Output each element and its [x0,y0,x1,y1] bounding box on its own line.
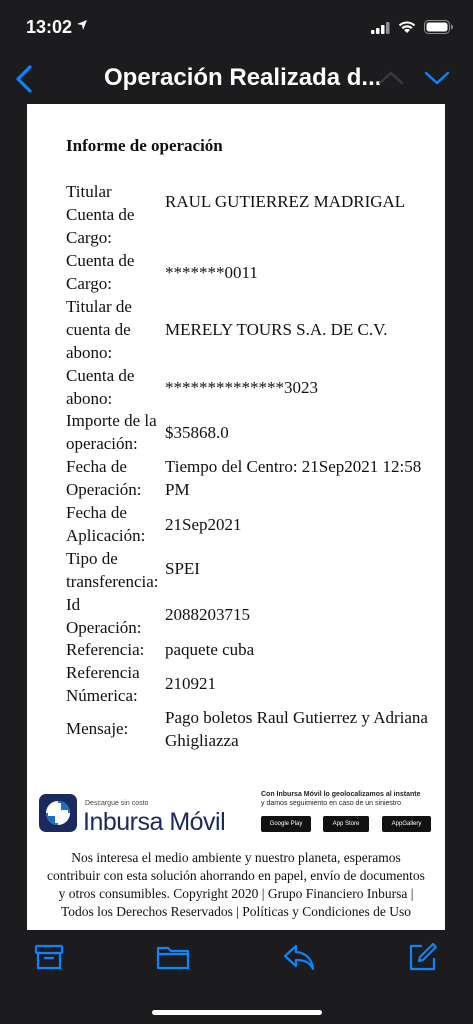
field-value: MERELY TOURS S.A. DE C.V. [165,320,388,339]
reply-icon[interactable] [282,942,316,972]
message-subject-title: Operación Realizada d... [104,64,382,91]
promo-geolocation-text [261,790,445,808]
field-row-fecha-operacion [66,455,436,501]
field-label: Fecha de Aplicación: [66,503,146,545]
google-play-label: Google Play [269,821,303,827]
compose-icon[interactable] [408,942,438,972]
app-store-button[interactable] [323,816,369,832]
next-message-icon[interactable] [424,70,450,86]
status-time: 13:02 [26,17,73,37]
field-value: Pago boletos Raul Gutierrez y Adriana Ghigliazza [165,708,428,750]
navigation-bar [0,52,473,104]
field-label: Titular de cuenta de abono: [66,297,132,362]
promo-download-text: Descargue sin costo [85,800,149,807]
field-row-id-operacion [66,593,436,639]
email-body [27,104,445,930]
field-row-tipo-transferencia [66,547,436,593]
field-row-mensaje [66,706,436,752]
inbursa-logo-icon [39,794,77,832]
location-arrow-icon [76,19,88,31]
field-row-titular-cargo [66,180,436,250]
field-row-titular-abono [66,295,436,365]
field-row-fecha-aplicacion [66,501,436,547]
google-play-button[interactable] [261,816,311,832]
archive-icon[interactable] [34,942,64,972]
field-label: Cuenta de abono: [66,366,135,408]
promo-geo-line1: Con Inbursa Móvil lo geolocalizamos al instante [261,791,421,798]
back-chevron-icon[interactable] [12,64,36,94]
field-label: Id Operación: [66,595,142,637]
field-row-cuenta-abono [66,364,436,410]
promo-brand-name: Inbursa Móvil [83,808,226,836]
status-bar [0,0,473,52]
appgallery-label: AppGallery [391,821,422,827]
promo-geo-line2: y damos seguimiento en caso de un siniestro [261,800,402,807]
home-indicator [152,1010,322,1015]
report-title: Informe de operación [66,136,223,155]
wifi-icon [398,20,416,34]
field-value: 210921 [165,674,216,693]
field-value: **************3023 [165,378,318,397]
app-store-label: App Store [332,821,360,827]
field-label: Referencia: [66,640,145,659]
field-label: Tipo de transferencia: [66,549,159,591]
field-label: Cuenta de Cargo: [66,251,135,293]
field-label: Referencia Númerica: [66,663,140,705]
field-label: Importe de la operación: [66,411,157,453]
field-value: $35868.0 [165,423,229,442]
previous-message-icon[interactable] [378,70,404,86]
inbursa-movil-banner[interactable] [27,782,445,842]
folder-icon[interactable] [156,942,190,972]
field-value: *******0011 [165,263,258,282]
field-value: paquete cuba [165,640,255,659]
cellular-signal-icon [371,22,391,34]
appgallery-button[interactable] [382,816,431,832]
field-label: Titular Cuenta de Cargo: [66,182,135,247]
field-row-cuenta-cargo [66,249,436,295]
field-value: 21Sep2021 [165,515,242,534]
field-row-referencia-numerica [66,661,436,707]
field-value: SPEI [165,559,200,578]
field-label: Fecha de Operación: [66,457,142,499]
field-value: 2088203715 [165,605,250,624]
field-row-importe [66,409,436,455]
field-value: Tiempo del Centro: 21Sep2021 12:58 PM [165,457,422,499]
footer-disclaimer: Nos interesa el medio ambiente y nuestro planeta, esperamos contribuir con esta solución ahorrando en papel, envío de documentos y otros consumibles. Copyright 2020 | Grupo Financiero Inbursa | Todos los Derechos Reservados | Políticas y Condiciones de Uso [47,850,425,919]
battery-icon [424,20,454,34]
field-value: RAUL GUTIERREZ MADRIGAL [165,192,406,211]
field-row-referencia [66,638,436,661]
field-label: Mensaje: [66,719,129,738]
